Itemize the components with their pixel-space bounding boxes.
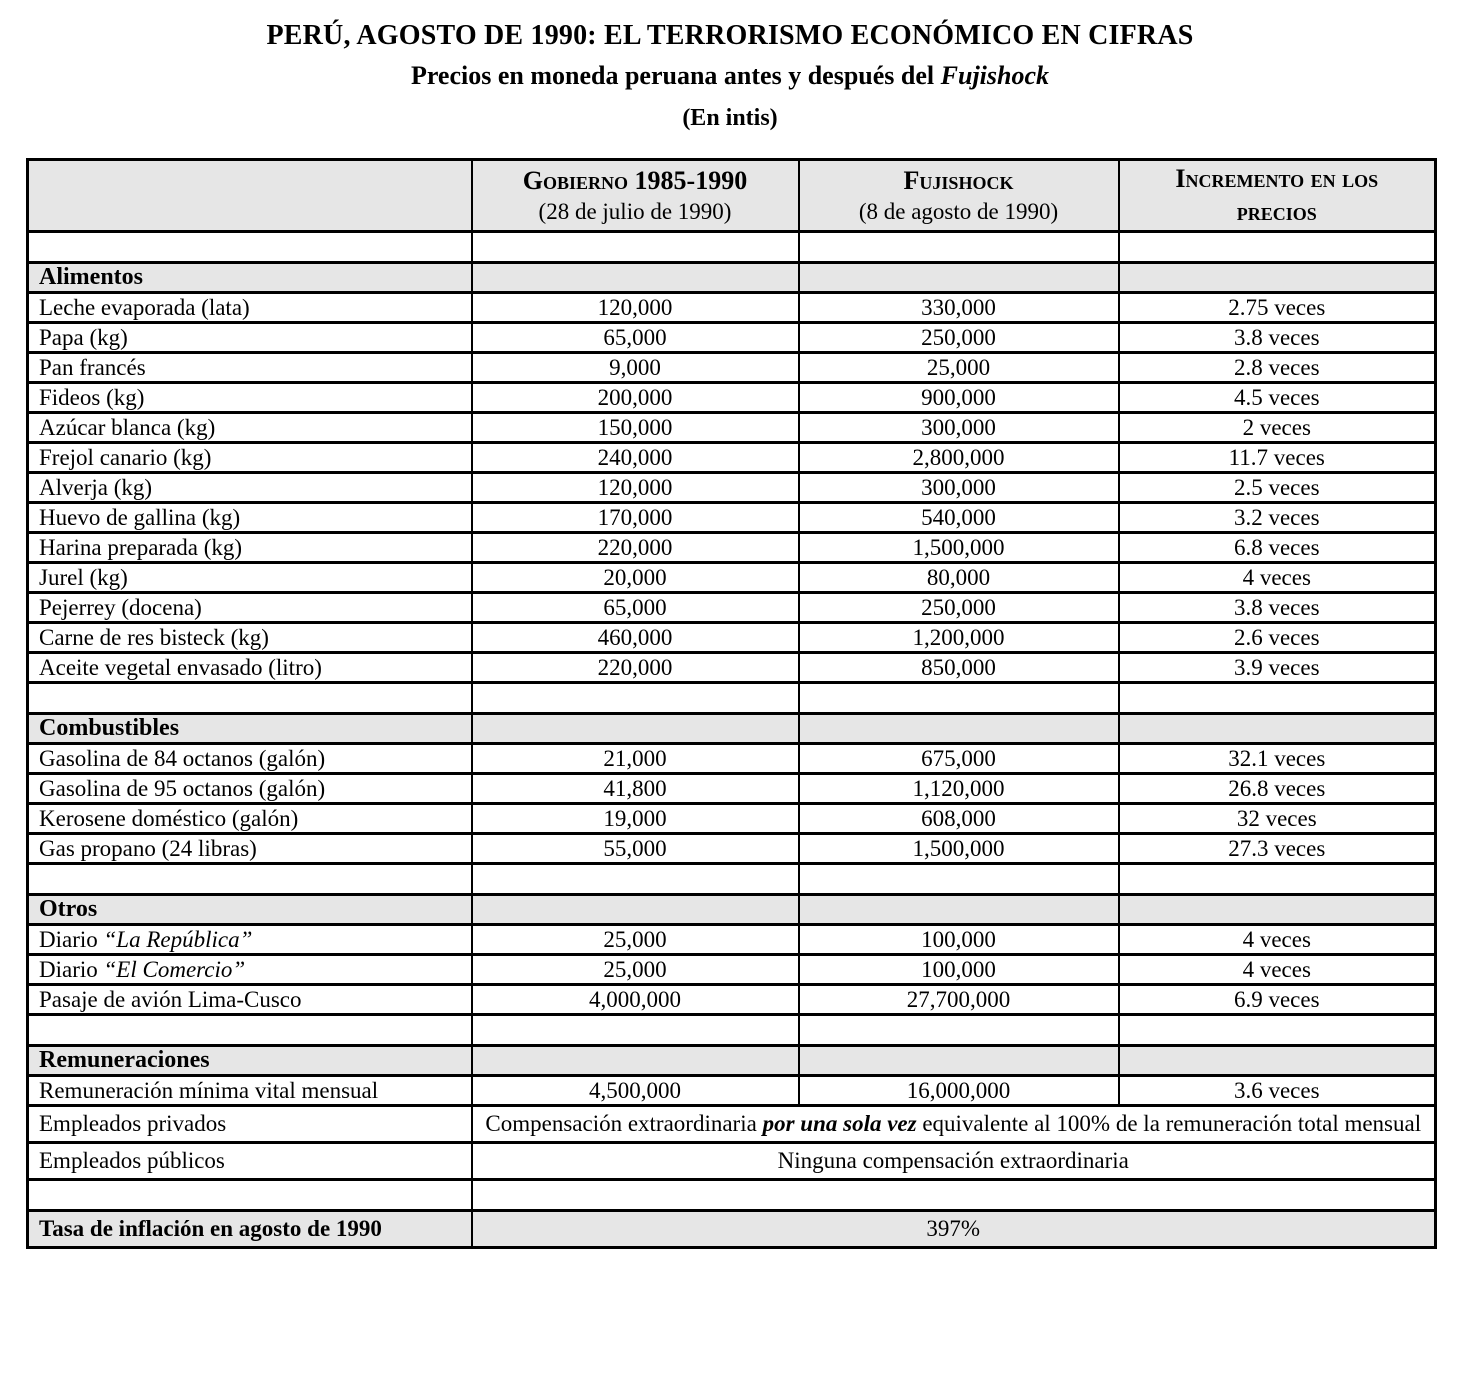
data-row <box>28 593 1436 623</box>
data-row <box>28 1076 1436 1106</box>
section-cell-before <box>472 1046 799 1076</box>
section-cell-before <box>472 895 799 925</box>
item-label-italic: “La República” <box>103 926 253 952</box>
price-increase: 26.8 veces <box>1119 774 1436 804</box>
price-increase: 4 veces <box>1119 925 1436 955</box>
data-row <box>28 563 1436 593</box>
header-incremento-title: Incremento en los precios <box>1175 164 1379 226</box>
price-increase: 3.2 veces <box>1119 503 1436 533</box>
spacer-cell-item <box>28 864 472 895</box>
spacer-cell-item <box>28 1180 472 1211</box>
price-after: 675,000 <box>799 744 1119 774</box>
price-after: 27,700,000 <box>799 985 1119 1015</box>
price-after: 608,000 <box>799 804 1119 834</box>
data-row <box>28 413 1436 443</box>
price-after: 80,000 <box>799 563 1119 593</box>
section-cell-after <box>799 263 1119 293</box>
price-before: 4,500,000 <box>472 1076 799 1106</box>
page-subtitle <box>0 59 1460 93</box>
price-increase: 2 veces <box>1119 413 1436 443</box>
price-after: 25,000 <box>799 353 1119 383</box>
spacer-cell-after <box>799 683 1119 714</box>
spacer-row <box>28 683 1436 714</box>
header-cell-item <box>28 160 472 232</box>
merged-row <box>28 1143 1436 1180</box>
spacer-cell-increase <box>1119 1015 1436 1046</box>
data-row <box>28 293 1436 323</box>
spacer-row <box>28 232 1436 263</box>
price-before: 240,000 <box>472 443 799 473</box>
spacer-cell-item <box>28 232 472 263</box>
price-increase: 4 veces <box>1119 563 1436 593</box>
price-before: 65,000 <box>472 323 799 353</box>
price-after: 300,000 <box>799 473 1119 503</box>
price-after: 300,000 <box>799 413 1119 443</box>
price-after: 1,500,000 <box>799 533 1119 563</box>
item-label: Harina preparada (kg) <box>28 533 472 563</box>
price-before: 19,000 <box>472 804 799 834</box>
spacer-cell-item <box>28 683 472 714</box>
price-before: 150,000 <box>472 413 799 443</box>
item-label: Pan francés <box>28 353 472 383</box>
inflation-value: 397% <box>472 1211 1436 1248</box>
price-before: 25,000 <box>472 925 799 955</box>
spacer-cell-after <box>799 232 1119 263</box>
price-after: 16,000,000 <box>799 1076 1119 1106</box>
item-label: Diario “El Comercio” <box>28 955 472 985</box>
price-increase: 27.3 veces <box>1119 834 1436 864</box>
spacer-cell-increase <box>1119 864 1436 895</box>
price-before: 65,000 <box>472 593 799 623</box>
price-after: 1,120,000 <box>799 774 1119 804</box>
price-after: 2,800,000 <box>799 443 1119 473</box>
section-row <box>28 895 1436 925</box>
item-label: Carne de res bisteck (kg) <box>28 623 472 653</box>
inflation-label: Tasa de inflación en agosto de 1990 <box>28 1211 472 1248</box>
merged-note: Compensación extraordinaria por una sola vez equivalente al 100% de la remuneración total mensual <box>472 1106 1436 1143</box>
spacer-row <box>28 1015 1436 1046</box>
item-label: Empleados públicos <box>28 1143 472 1180</box>
item-label-italic: “El Comercio” <box>103 956 246 982</box>
item-label: Aceite vegetal envasado (litro) <box>28 653 472 683</box>
price-after: 1,500,000 <box>799 834 1119 864</box>
section-row <box>28 1046 1436 1076</box>
merged-row <box>28 1106 1436 1143</box>
item-label: Pasaje de avión Lima-Cusco <box>28 985 472 1015</box>
data-row <box>28 925 1436 955</box>
item-label: Papa (kg) <box>28 323 472 353</box>
item-label: Gasolina de 95 octanos (galón) <box>28 774 472 804</box>
price-increase: 32.1 veces <box>1119 744 1436 774</box>
price-increase: 3.6 veces <box>1119 1076 1436 1106</box>
data-row <box>28 804 1436 834</box>
item-label: Azúcar blanca (kg) <box>28 413 472 443</box>
item-label: Remuneración mínima vital mensual <box>28 1076 472 1106</box>
price-before: 120,000 <box>472 293 799 323</box>
header-row <box>28 160 1436 232</box>
header-cell-incremento <box>1119 160 1436 232</box>
spacer-cell-increase <box>1119 683 1436 714</box>
data-row <box>28 353 1436 383</box>
section-cell-increase <box>1119 1046 1436 1076</box>
page-title: PERÚ, AGOSTO DE 1990: EL TERRORISMO ECONÓMICO EN CIFRAS <box>266 20 1194 51</box>
section-row <box>28 714 1436 744</box>
data-row <box>28 744 1436 774</box>
unit-note: (En intis) <box>682 105 778 132</box>
section-cell-increase <box>1119 714 1436 744</box>
section-row <box>28 263 1436 293</box>
header-cell-gobierno <box>472 160 799 232</box>
header-gobierno-title: Gobierno 1985-1990 <box>522 166 748 196</box>
price-increase: 2.75 veces <box>1119 293 1436 323</box>
header-fujishock-title: Fujishock <box>903 166 1014 196</box>
price-before: 20,000 <box>472 563 799 593</box>
section-cell-after <box>799 714 1119 744</box>
price-before: 41,800 <box>472 774 799 804</box>
price-before: 9,000 <box>472 353 799 383</box>
data-row <box>28 473 1436 503</box>
price-before: 460,000 <box>472 623 799 653</box>
section-label: Alimentos <box>28 263 472 293</box>
spacer-cell-after <box>799 864 1119 895</box>
section-cell-after <box>799 895 1119 925</box>
section-cell-after <box>799 1046 1119 1076</box>
spacer-cell-before <box>472 683 799 714</box>
price-after: 540,000 <box>799 503 1119 533</box>
price-after: 1,200,000 <box>799 623 1119 653</box>
section-cell-increase <box>1119 263 1436 293</box>
header-gobierno-date: (28 de julio de 1990) <box>538 198 732 224</box>
footer-row <box>28 1211 1436 1248</box>
price-after: 100,000 <box>799 955 1119 985</box>
spacer-cell-before <box>472 1015 799 1046</box>
price-after: 250,000 <box>799 593 1119 623</box>
price-increase: 32 veces <box>1119 804 1436 834</box>
price-before: 220,000 <box>472 653 799 683</box>
page-subtitle-italic: Fujishock <box>940 61 1050 91</box>
spacer-cell-before <box>472 864 799 895</box>
price-increase: 4 veces <box>1119 955 1436 985</box>
price-increase: 3.8 veces <box>1119 593 1436 623</box>
price-increase: 4.5 veces <box>1119 383 1436 413</box>
price-before: 25,000 <box>472 955 799 985</box>
price-after: 850,000 <box>799 653 1119 683</box>
item-label: Jurel (kg) <box>28 563 472 593</box>
data-row <box>28 653 1436 683</box>
price-before: 120,000 <box>472 473 799 503</box>
spacer-cell-item <box>28 1015 472 1046</box>
price-before: 4,000,000 <box>472 985 799 1015</box>
data-row <box>28 383 1436 413</box>
price-increase: 11.7 veces <box>1119 443 1436 473</box>
item-label: Empleados privados <box>28 1106 472 1143</box>
data-row <box>28 834 1436 864</box>
price-after: 330,000 <box>799 293 1119 323</box>
section-label: Combustibles <box>28 714 472 744</box>
price-table-body <box>28 232 1436 1248</box>
price-before: 21,000 <box>472 744 799 774</box>
merged-note-emphasis: por una sola vez <box>762 1111 917 1137</box>
section-label: Otros <box>28 895 472 925</box>
header-cell-fujishock <box>799 160 1119 232</box>
header-fujishock-date: (8 de agosto de 1990) <box>858 198 1059 224</box>
data-row <box>28 443 1436 473</box>
page-subtitle-text: Precios en moneda peruana antes y después del <box>410 61 941 91</box>
item-label: Diario “La República” <box>28 925 472 955</box>
data-row <box>28 533 1436 563</box>
item-label: Alverja (kg) <box>28 473 472 503</box>
item-label: Kerosene doméstico (galón) <box>28 804 472 834</box>
price-after: 100,000 <box>799 925 1119 955</box>
price-before: 200,000 <box>472 383 799 413</box>
data-row <box>28 323 1436 353</box>
data-row <box>28 955 1436 985</box>
price-increase: 2.6 veces <box>1119 623 1436 653</box>
item-label: Frejol canario (kg) <box>28 443 472 473</box>
price-before: 170,000 <box>472 503 799 533</box>
price-increase: 2.5 veces <box>1119 473 1436 503</box>
section-cell-before <box>472 263 799 293</box>
price-increase: 3.9 veces <box>1119 653 1436 683</box>
item-label: Gas propano (24 libras) <box>28 834 472 864</box>
price-after: 900,000 <box>799 383 1119 413</box>
spacer-cell-increase <box>1119 232 1436 263</box>
item-label: Leche evaporada (lata) <box>28 293 472 323</box>
item-label: Huevo de gallina (kg) <box>28 503 472 533</box>
spacer-cell-before <box>472 232 799 263</box>
data-row <box>28 774 1436 804</box>
document-header <box>0 0 1460 134</box>
data-row <box>28 503 1436 533</box>
spacer-merged-row <box>28 1180 1436 1211</box>
price-increase: 2.8 veces <box>1119 353 1436 383</box>
data-row <box>28 985 1436 1015</box>
price-before: 55,000 <box>472 834 799 864</box>
item-label: Fideos (kg) <box>28 383 472 413</box>
item-label: Pejerrey (docena) <box>28 593 472 623</box>
data-row <box>28 623 1436 653</box>
section-cell-before <box>472 714 799 744</box>
price-increase: 3.8 veces <box>1119 323 1436 353</box>
price-increase: 6.8 veces <box>1119 533 1436 563</box>
price-table <box>26 158 1437 1249</box>
merged-note: Ninguna compensación extraordinaria <box>472 1143 1436 1180</box>
item-label: Gasolina de 84 octanos (galón) <box>28 744 472 774</box>
section-cell-increase <box>1119 895 1436 925</box>
price-before: 220,000 <box>472 533 799 563</box>
spacer-row <box>28 864 1436 895</box>
price-after: 250,000 <box>799 323 1119 353</box>
price-increase: 6.9 veces <box>1119 985 1436 1015</box>
spacer-cell-after <box>799 1015 1119 1046</box>
section-label: Remuneraciones <box>28 1046 472 1076</box>
spacer-cell-merged <box>472 1180 1436 1211</box>
